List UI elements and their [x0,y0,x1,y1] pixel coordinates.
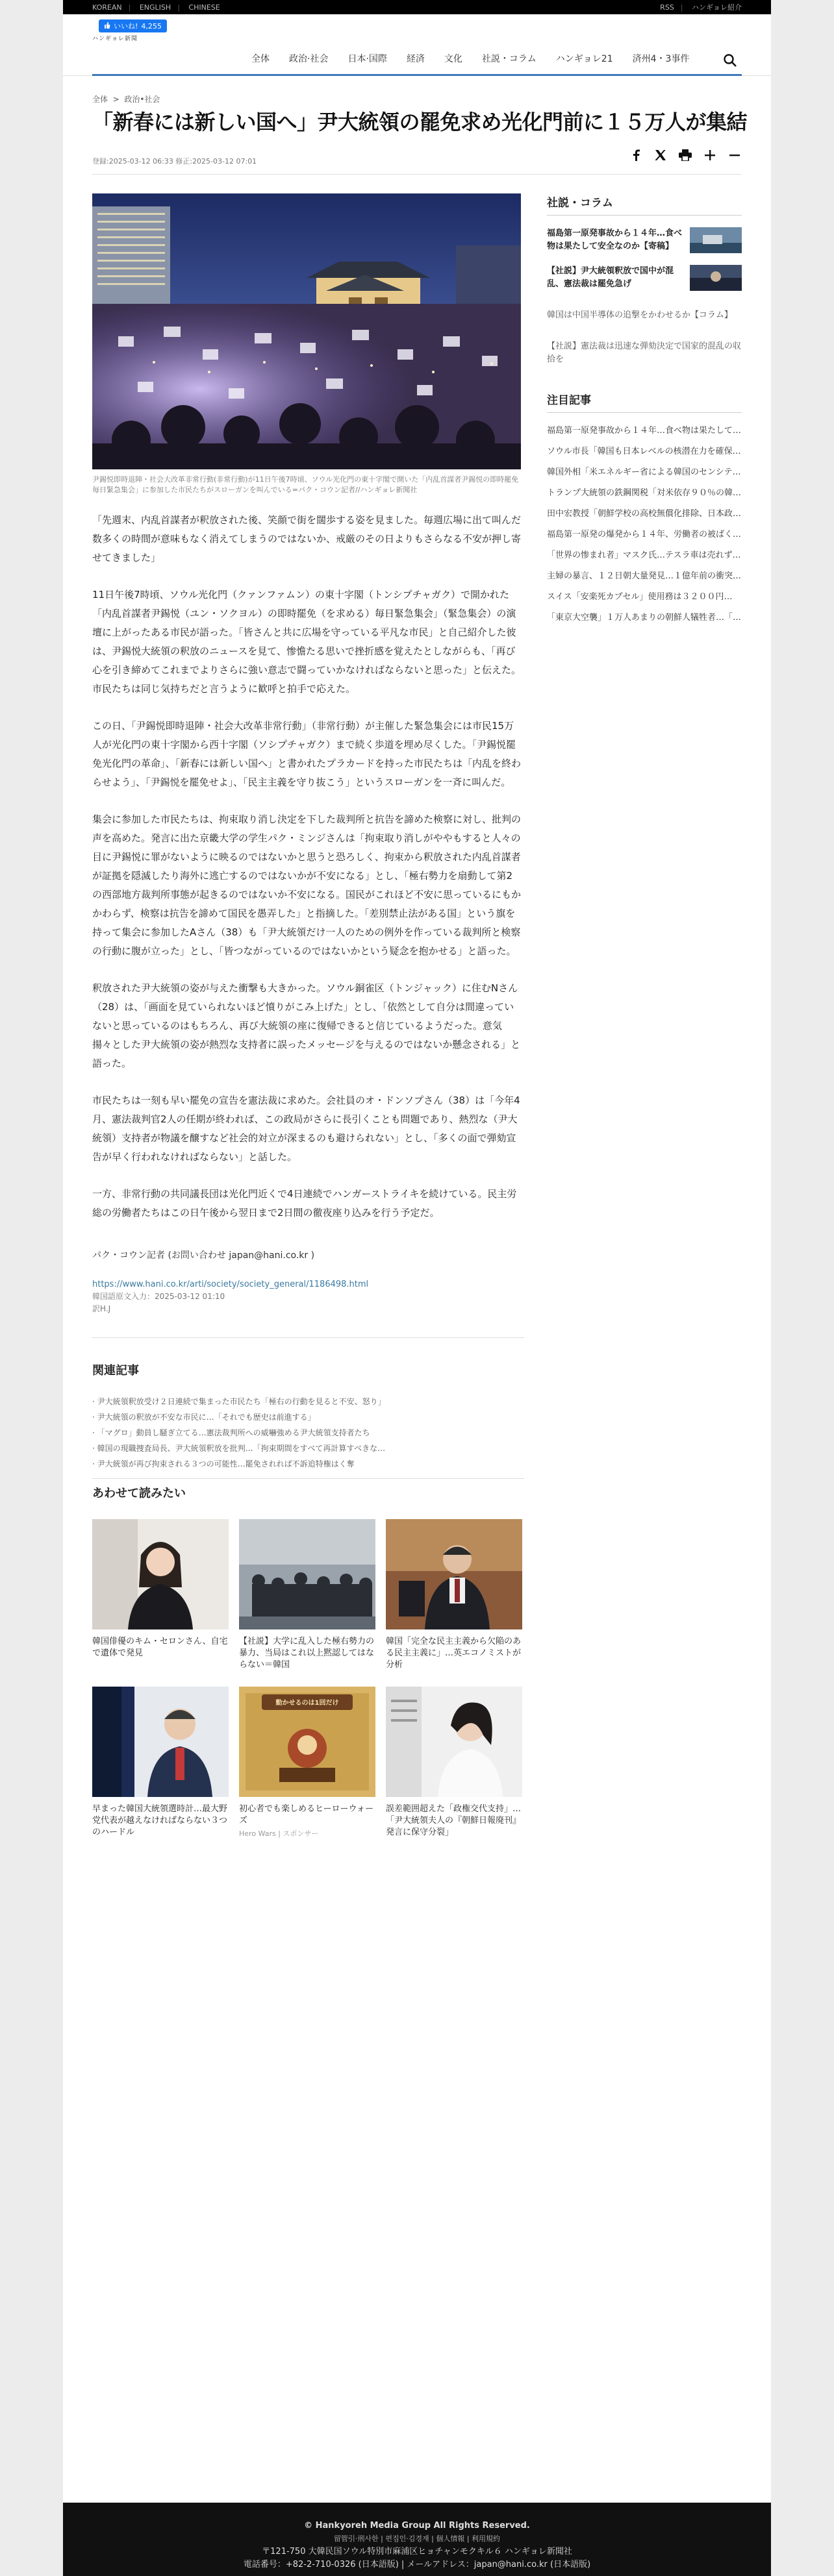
article-paragraph: 11日午後7時頃、ソウル光化門（クァンファムン）の東十字閣（トンシプチャガク）で開かれた「内乱首謀者尹錫悦（ユン・ソクヨル）の即時罷免（を求める）毎日緊急集会」（緊急集会）の演壇に上がったある市民が語った。「皆さんと共に広場を守っている平凡な市民」と自己紹介した彼は、尹錫悦大統領の釈放のニュースを見て、惨憺たる思いで挫折感を覚えたとしながらも、「再び心を引き締めてこれまでよりさらに強い意志で闘っていかなければならないと思った」と伝えた。市民たちは同じ気持ちだと言うように歓呼と拍手で応えた。 [92,589,522,695]
thumbs-up-icon [104,22,110,31]
like-count: 4,255 [141,21,162,31]
lang-korean[interactable]: KOREAN [92,3,122,12]
recommended-heading: あわせて読みたい [92,1487,186,1500]
article-paragraph: 市民たちは一刻も早い罷免の宣告を憲法裁に求めた。会社員のオ・ドンソプさん（38）は「今年4月、憲法裁判官2人の任期が終われば、この政局がさらに長引くことも問題であり、熱烈な（尹大統領）支持者が物議を醸すなど社会的対立が深まるのも避けられない」とし、「多くの面で弾劾宣告が早く行われなければならない」と話した。 [92,1095,520,1163]
search-icon[interactable] [723,53,737,68]
site-header [63,14,771,76]
hot-article-item[interactable]: トランプ大統領の鉄鋼関税「対米依存９０％の韓… [547,488,742,498]
rss-link[interactable]: RSS [660,3,674,12]
related-item[interactable]: · 「マグロ」動員し騒ぎ立てる…憲法裁判所への威嚇強める尹大統領支持者たち [92,1428,370,1437]
hot-article-item[interactable]: スイス「安楽死カプセル」使用務は３２００円… [547,592,733,602]
card-sponsor: Hero Wars | スポンサー [239,1829,319,1838]
sidebar-column-heading: 社説・コラム [547,193,742,216]
about-link[interactable]: ハンギョレ紹介 [692,3,742,12]
recommended-card[interactable] [386,1687,522,1839]
footer-links[interactable]: 留管引·刑사한 | 편집인·김경재 | 個人情報 | 利用規約 [333,2534,501,2543]
column-item-thumbnail [690,227,742,253]
footer-copyright: © Hankyoreh Media Group All Rights Reserved. [304,2521,530,2531]
recommended-card[interactable] [92,1519,229,1671]
article-body [92,193,524,1854]
hot-articles-list [547,421,742,628]
card-title: 初心者でも楽しめるヒーローウォーズ [239,1804,373,1826]
related-item[interactable]: · 韓国の現職捜査局長、尹大統領釈放を批判…「拘束期間をすべて再計算すべきな… [92,1444,386,1453]
article-paragraph: この日、「尹錫悦即時退陣・社会大改革非常行動」（非常行動）が主催した緊急集会には市民15万人が光化門の東十字閣から西十字閣（ソシプチャガク）まで続く歩道を埋め尽くした。「尹錫悦罷免光化門の革命」、「新春には新しい国へ」と書かれたプラカードを持った市民たちは「内乱を終わらせよう」、「尹錫悦を罷免せよ」、「民主主義を守り抜こう」というスローガンを一斉に叫んだ。 [92,720,522,788]
translator: 訳H.J [92,1304,111,1313]
sidebar-hot-heading: 注目記事 [547,391,742,413]
recommended-card[interactable] [386,1519,522,1671]
hot-article-item[interactable]: 「東京大空襲」１万人あまりの朝鮮人犠牲者…「… [547,613,742,623]
nav-hankyoreh21[interactable]: ハンギョレ21 [555,54,613,64]
font-larger-icon[interactable] [703,148,717,162]
site-logo[interactable] [92,36,138,42]
nav-culture[interactable]: 文化 [444,54,462,64]
card-title: 【社説】大学に乱入した極右勢力の暴力、当局はこれ以上黙認してはならない＝韓国 [239,1637,375,1670]
recommended-card[interactable] [239,1519,375,1671]
facebook-icon[interactable] [629,148,643,162]
card-thumbnail [386,1687,522,1797]
logo-subtitle: ハンギョレ新聞 [92,36,138,42]
card-sign-text: 動かせるのは1回だけ [275,1700,339,1707]
recommended-card[interactable] [239,1687,375,1839]
lang-english[interactable]: ENGLISH [139,3,171,12]
section-divider [92,1337,524,1338]
breadcrumb: 全体 > 政治•社会 [92,95,160,104]
byline: パク・コウン記者 (お問い合わせ japan@hani.co.kr ) [92,1250,315,1261]
x-twitter-icon[interactable] [653,148,668,162]
main-nav [251,52,689,65]
article-dates: 登録:2025-03-12 06:33 修正:2025-03-12 07:01 [92,157,257,166]
card-title: 韓国「完全な民主主義から欠陥のある民主主義に」…英エコノミストが分析 [386,1637,522,1670]
original-date: 韓国語原文入力：2025-03-12 01:10 [92,1292,225,1301]
card-thumbnail [386,1519,522,1629]
article-photo[interactable] [92,193,521,469]
card-thumbnail [239,1519,375,1629]
card-title: 誤差範囲超えた「政権交代支持」…「尹大統領夫人の『朝鮮日報廃刊』発言に保守分裂」 [386,1804,522,1837]
article-paragraph: 集会に参加した市民たちは、拘束取り消し決定を下した裁判所と抗告を諦めた検察に対し、批判の声を高めた。発言に出た京畿大学の学生パク・ミンジさんは「拘束取り消しがややもすると人々の目に尹錫悦に罪がないように映るのではないかと思うと恐ろしく、拘束から釈放された内乱首謀者が証拠を隠滅したり海外に逃亡するのではないかが不安になる」とし、「極右勢力を扇動して第2の西部地方裁判所事態が起きるのではないか不安になる。国民がこれほど不安に思っているにもかかわらず、検察は抗告を諦めて国民を愚弄した」と指摘した。「差別禁止法がある国」という旗を持って集会に参加したAさん（38）も「尹大統領だけ一人のための例外を作っている裁判所と検察の行動に腹が立った」とし、「皆つながっているのではないかという疑念を抱かせる」と語った。 [92,813,522,957]
related-item[interactable]: · 尹大統領の釈放が不安な市民に…「それでも歴史は前進する」 [92,1413,316,1422]
hot-article-item[interactable]: 福島第一原発事故から１４年…食べ物は果たして… [547,426,742,436]
nav-all[interactable]: 全体 [251,54,270,64]
hot-article-item[interactable]: 田中宏教授「朝鮮学校の高校無償化排除、日本政… [547,509,742,519]
recommended-card[interactable] [92,1687,229,1839]
article-paragraph: 「先週末、内乱首謀者が釈放された後、笑顔で街を闊歩する姿を見ました。毎週広場に出て叫んだ数多くの時間が意味もなく消えてしまうのではないか、戒厳のその日よりもさらなる不安が押し寄せてきました」 [92,514,522,564]
sidebar-column-link[interactable]: 韓国は中国半導体の追撃をかわせるか【コラム】 [547,310,733,320]
photo-caption: 尹錫悦即時退陣・社会大改革非常行動(非常行動)が11日午後7時頃、ソウル光化門の東十字閣で開いた「内乱首謀者尹錫悦の即時罷免毎日緊急集会」に参加した市民たちがスローガンを叫んでいる=パク・コウン記者//ハンギョレ新聞社 [92,475,519,494]
nav-economy[interactable]: 経済 [406,54,425,64]
nav-editorial-column[interactable]: 社説・コラム [481,54,537,64]
site-footer [63,2503,771,2576]
card-thumbnail [239,1687,375,1797]
card-thumbnail [92,1519,229,1629]
hot-article-item[interactable]: 「世界の惨まれ者」マスク氏…テスラ車は売れず… [547,551,741,560]
related-list [92,1394,524,1472]
hot-article-item[interactable]: 主婦の暴言、１２日朝大量発見…１億年前の衝突… [547,571,742,581]
page [63,0,771,2576]
title-divider [92,174,742,175]
breadcrumb-all[interactable]: 全体 [92,95,108,104]
sidebar-column-link[interactable]: 【社説】憲法裁は迅速な弾劾決定で国家的混乱の収拾を [547,341,742,364]
share-toolbar [629,148,742,162]
article-title: 「新春には新しい国へ」尹大統領の罷免求め光化門前に１５万人が集結 [92,110,748,134]
related-item[interactable]: · 尹大統領釈放受け２日連続で集まった市民たち「極右の行動を見ると不安、怒り」 [92,1397,386,1406]
article-paragraph: 一方、非常行動の共同議長団は光化門近くで4日連続でハンガーストライキを続けている。民主労総の労働者たちはこの日午後から翌日まで2日間の徹夜座り込みを行う予定だ。 [92,1188,517,1219]
related-item[interactable]: · 尹大統領が再び拘束される３つの可能性…罷免されれば不訴追特権はく奪 [92,1459,355,1468]
card-title: 早まった韓国大統領選時計…最大野党代表が越えなければならない３つのハードル [92,1804,228,1837]
footer-contact: 電話番号：+82-2-710-0326 (日本語版) | メールアドレス：japan@hani.co.kr (日本語版) [243,2560,591,2570]
font-smaller-icon[interactable] [727,148,742,162]
sidebar-column-item[interactable] [547,265,742,291]
hot-article-item[interactable]: 韓国外相「米エネルギー省による韓国のセンシテ… [547,467,741,477]
like-label: いいね! [114,22,138,31]
card-title: 韓国俳優のキム・セロンさん、自宅で遺体で発見 [92,1637,228,1658]
original-article-link[interactable]: https://www.hani.co.kr/arti/society/society_general/1186498.html [92,1280,369,1289]
header-accent-line [92,74,742,76]
column-item-thumbnail [690,265,742,291]
section-divider [92,1478,524,1479]
nav-japan-international[interactable]: 日本·国際 [348,54,387,64]
hot-article-item[interactable]: 福島第一原発の爆発から１４年、労働者の被ばく… [547,530,742,539]
recommended-grid [92,1519,524,1854]
top-utility-bar: KOREAN | ENGLISH | CHINESE RSS | ハンギョレ紹介 [63,0,771,14]
related-heading: 関連記事 [92,1364,139,1378]
column-item-title: 【社説】尹大統領釈放で国中が混乱、憲法裁は罷免急げ [547,266,674,289]
sidebar-column-item[interactable] [547,227,742,253]
lang-chinese[interactable]: CHINESE [188,3,220,12]
sidebar [547,193,742,628]
footer-address: 〒121-750 大韓民国ソウル特別市麻浦区ヒョチャンモクキル６ ハンギョレ新聞社 [262,2547,572,2557]
facebook-like-button[interactable] [99,19,167,32]
article-paragraph: 釈放された尹大統領の姿が与えた衝撃も大きかった。ソウル銅雀区（トンジャック）に住むNさん（28）は、「画面を見ていられないほど憤りがこみ上げた」とし、「依然として自分は間違っていないと思っているのはもちろん、再び大統領の座に復帰できると信じているようだった。意気揚々とした尹大統領の姿が熱烈な支持者に誤ったメッセージを与えるのではないか懸念される」と語った。 [92,982,521,1069]
nav-politics-society[interactable]: 政治·社会 [289,54,329,64]
breadcrumb-section[interactable]: 政治•社会 [124,95,160,104]
nav-jeju-43[interactable]: 済州4・3事件 [632,54,690,64]
print-icon[interactable] [678,148,692,162]
hot-article-item[interactable]: ソウル市長「韓国も日本レベルの核潜在力を確保… [547,447,741,456]
card-thumbnail [92,1687,229,1797]
column-item-title: 福島第一原発事故から１４年…食べ物は果たして安全なのか【寄稿】 [547,229,683,251]
